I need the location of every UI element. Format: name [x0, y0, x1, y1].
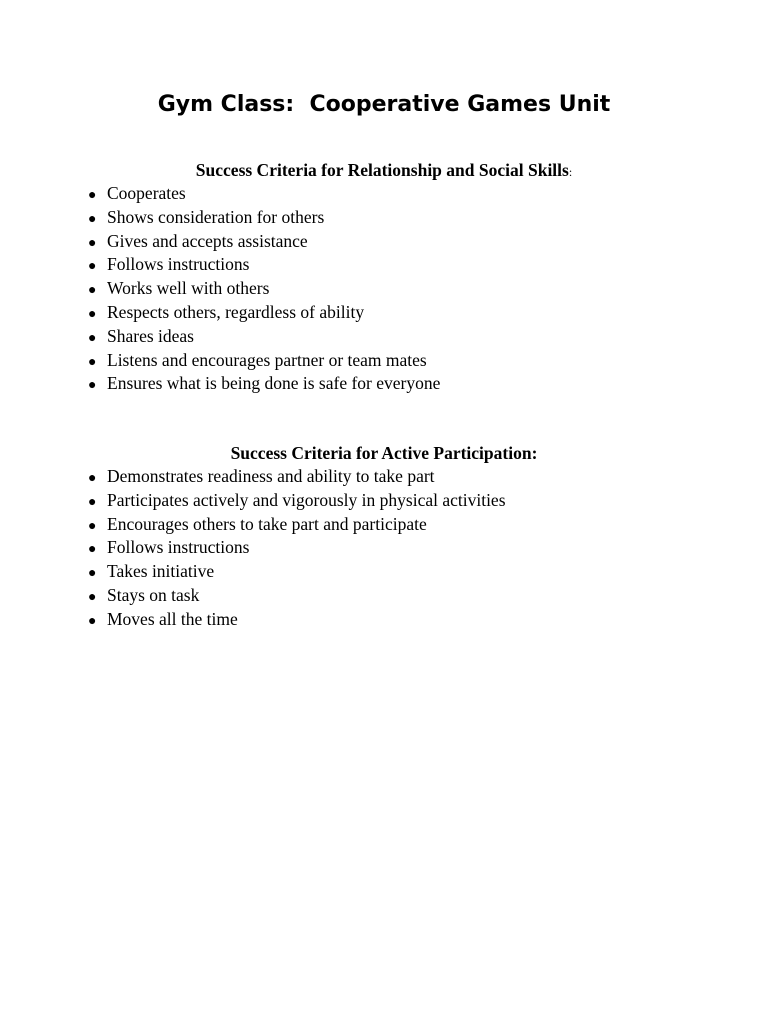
list-item	[88, 560, 688, 584]
page-title: Gym Class: Cooperative Games Unit	[157, 92, 611, 117]
bullet-icon: ●	[88, 354, 97, 370]
list-item	[88, 536, 688, 560]
list-item	[88, 301, 688, 325]
participation-criteria-section	[88, 441, 688, 632]
list-item-text: Ensures what is being done is safe for everyone	[107, 373, 441, 394]
list-item-text: Demonstrates readiness and ability to take part	[107, 466, 435, 486]
bullet-icon: ●	[88, 188, 97, 203]
list-item-text: Encourages others to take part and participate	[107, 513, 427, 534]
bullet-icon: ●	[88, 566, 97, 582]
bullet-icon: ●	[88, 542, 97, 558]
list-item-text: Shows consideration for others	[107, 206, 325, 227]
list-item	[88, 489, 688, 513]
bullet-icon: ●	[88, 613, 97, 629]
section-heading-relationship	[88, 158, 680, 182]
list-item-text: Moves all the time	[107, 608, 238, 629]
bullet-icon: ●	[88, 235, 97, 251]
list-item	[88, 206, 688, 230]
bullet-icon: ●	[88, 211, 97, 227]
bullet-icon: ●	[88, 378, 97, 394]
list-item	[88, 230, 688, 254]
list-item	[88, 372, 688, 396]
list-item-text: Works well with others	[107, 278, 270, 299]
list-item-text: Participates actively and vigorously in physical activities	[107, 489, 506, 510]
list-item	[88, 349, 688, 373]
list-item	[88, 584, 688, 608]
bullet-icon: ●	[88, 259, 97, 275]
section-heading-relationship-suffix: :	[568, 165, 573, 179]
list-item	[88, 465, 688, 489]
section-heading-relationship-text: Success Criteria for Relationship and Social Skills	[195, 160, 569, 180]
bullet-icon: ●	[88, 471, 97, 486]
list-item	[88, 513, 688, 537]
bullet-icon: ●	[88, 283, 97, 299]
list-item	[88, 325, 688, 349]
bullet-icon: ●	[88, 589, 97, 605]
bullet-icon: ●	[88, 494, 97, 510]
list-item	[88, 182, 688, 206]
bullet-icon: ●	[88, 518, 97, 534]
list-item-text: Takes initiative	[107, 561, 215, 582]
list-item-text: Shares ideas	[107, 325, 194, 346]
list-item	[88, 253, 688, 277]
list-item	[88, 608, 688, 632]
list-item-text: Respects others, regardless of ability	[107, 301, 365, 322]
relationship-criteria-list	[88, 182, 688, 396]
list-item-text: Gives and accepts assistance	[107, 230, 308, 251]
list-item-text: Follows instructions	[107, 254, 250, 275]
relationship-criteria-section	[88, 158, 688, 396]
list-item-text: Cooperates	[107, 183, 186, 203]
bullet-icon: ●	[88, 330, 97, 346]
participation-criteria-list	[88, 465, 688, 632]
section-heading-participation: Success Criteria for Active Participation:	[230, 443, 538, 463]
bullet-icon: ●	[88, 306, 97, 322]
list-item-text: Stays on task	[107, 584, 200, 605]
list-item	[88, 277, 688, 301]
list-item-text: Listens and encourages partner or team mates	[107, 349, 427, 370]
list-item-text: Follows instructions	[107, 537, 250, 558]
